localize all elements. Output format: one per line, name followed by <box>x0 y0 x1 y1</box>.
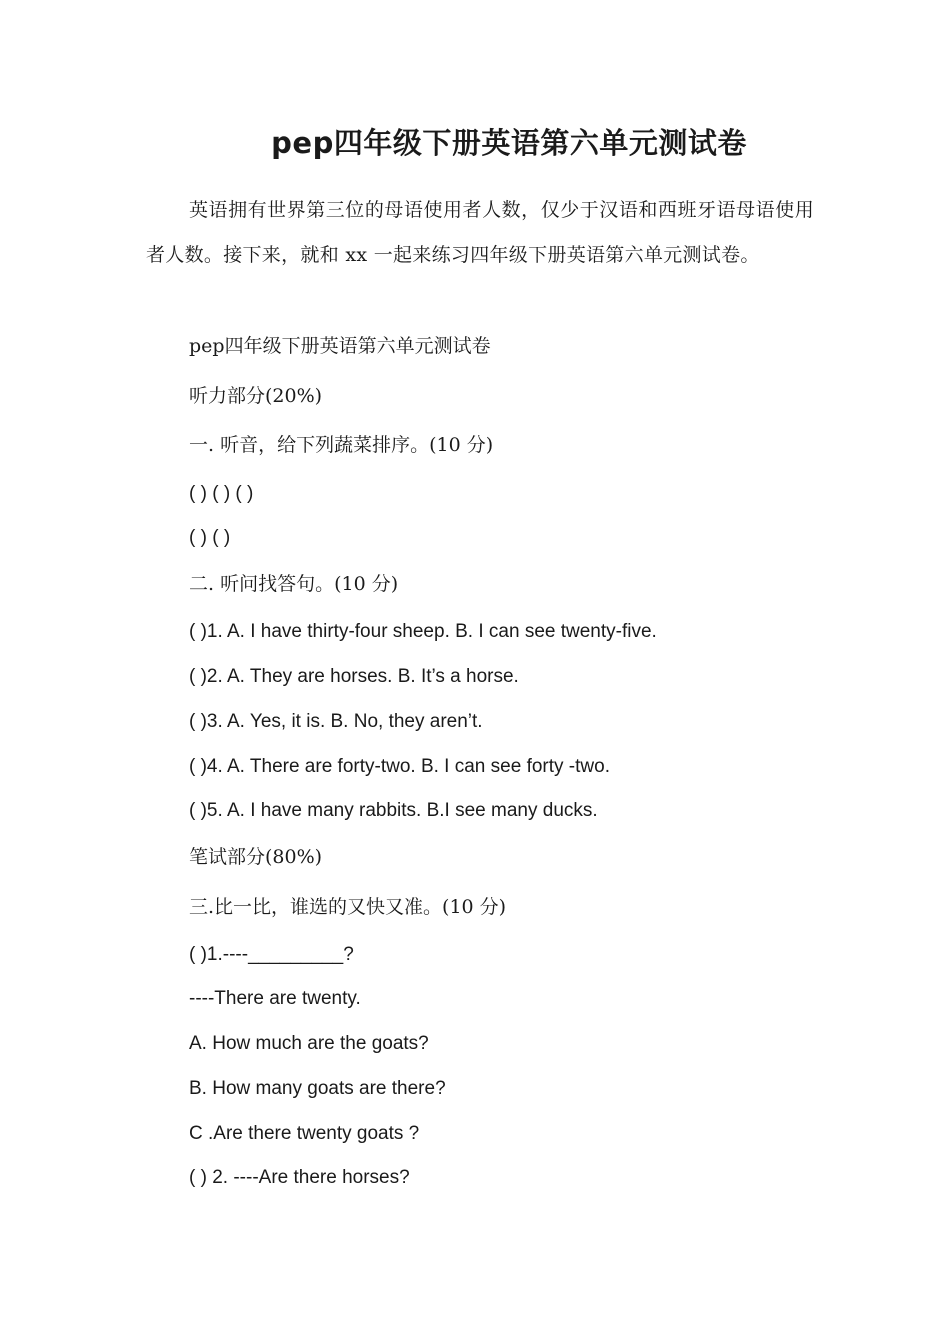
listening-heading: 听力部分(20%) <box>189 385 323 407</box>
list-item: ( )2. A. They are horses. B. It’s a horse. <box>189 666 519 687</box>
list-item: ( )4. A. There are forty-two. B. I can see forty -two. <box>189 756 610 777</box>
written-heading: 笔试部分(80%) <box>189 846 323 868</box>
answer-blanks-row-1: ( ) ( ) ( ) <box>189 483 254 504</box>
intro-paragraph: 英语拥有世界第三位的母语使用者人数，仅少于汉语和西班牙语母语使用者人数。接下来，就和 xx 一起来练习四年级下册英语第六单元测试卷。 <box>146 199 814 266</box>
list-item: ( )1. A. I have thirty-four sheep. B. I can see twenty-five. <box>189 621 657 642</box>
list-item: ----There are twenty. <box>189 988 361 1009</box>
list-item: ( )3. A. Yes, it is. B. No, they aren’t. <box>189 711 483 732</box>
list-item: B. How many goats are there? <box>189 1078 446 1099</box>
list-item: ( ) 2. ----Are there horses? <box>189 1167 410 1188</box>
question-heading-2: 二. 听问找答句。(10 分) <box>189 573 399 595</box>
question-heading-3: 三.比一比，谁选的又快又准。(10 分) <box>189 896 507 918</box>
answer-blanks-row-2: ( ) ( ) <box>189 527 231 548</box>
section-heading: pep四年级下册英语第六单元测试卷 <box>189 335 491 357</box>
question-heading-1: 一. 听音，给下列蔬菜排序。(10 分) <box>189 434 494 456</box>
list-item: A. How much are the goats? <box>189 1033 429 1054</box>
document-title: pep四年级下册英语第六单元测试卷 <box>271 126 747 160</box>
list-item: ( )1.----_________? <box>189 944 354 965</box>
list-item: C .Are there twenty goats ? <box>189 1123 420 1144</box>
list-item: ( )5. A. I have many rabbits. B.I see many ducks. <box>189 800 598 821</box>
